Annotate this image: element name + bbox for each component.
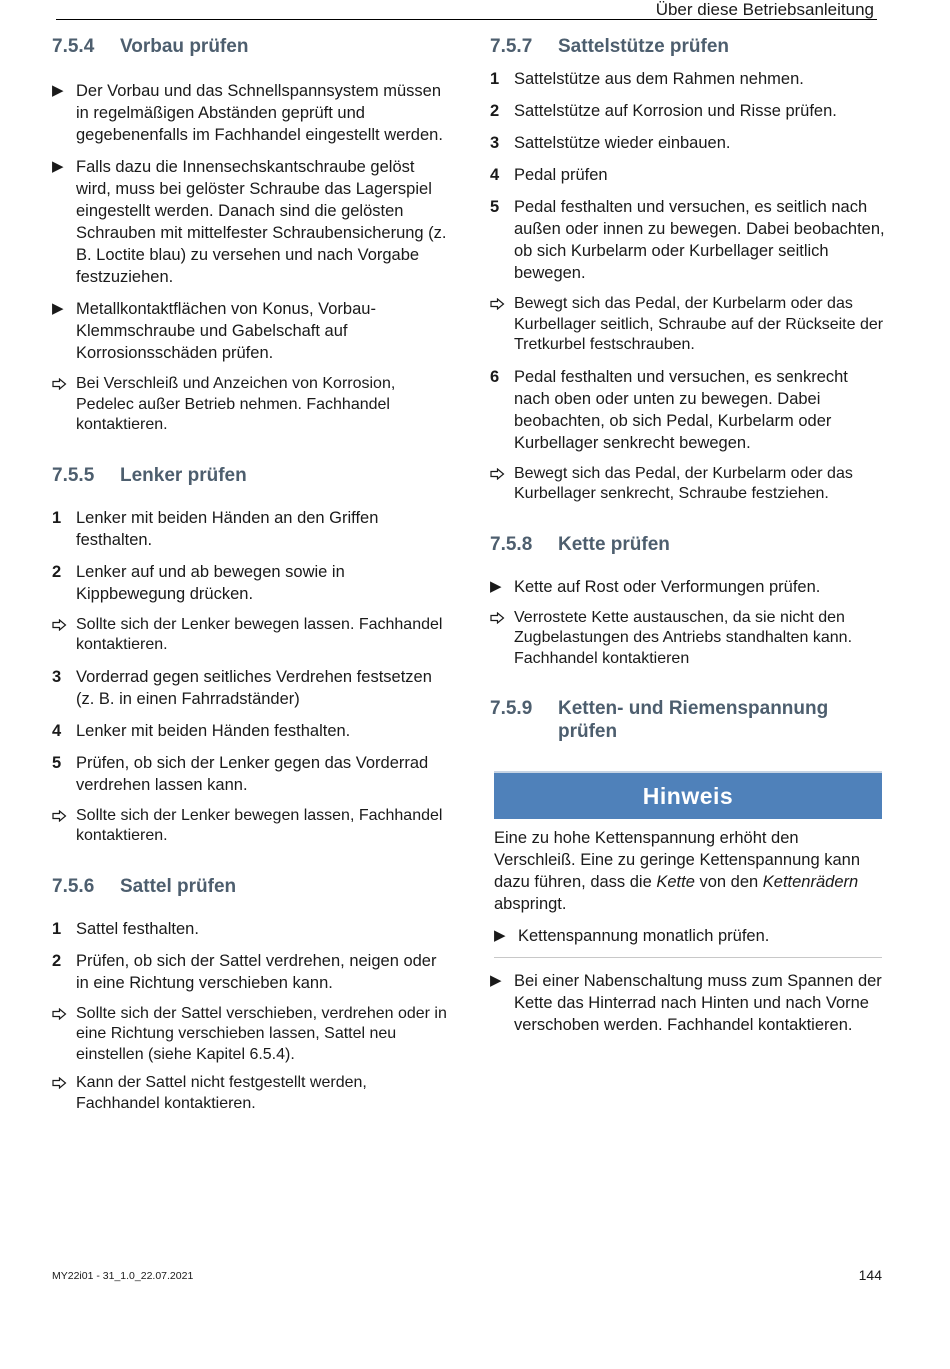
step-item: 6 Pedal festhalten und versuchen, es senkrecht nach oben oder unten zu bewegen. Dabei beobachten, ob sich Pedal, Kurbelarm oder Kurbellager senkrecht bewegen.	[490, 367, 848, 452]
result-item: Verrostete Kette austauschen, da sie nicht den Zugbelastungen des Antriebs standhalten kann. Fachhandel kontaktieren	[490, 608, 885, 670]
section-heading-7-5-9: 7.5.9 Ketten- und Riemenspannung prüfen	[490, 698, 829, 742]
result-arrow-icon	[52, 615, 76, 656]
list-item: ▶ Kettenspannung monatlich prüfen.	[494, 927, 770, 945]
page-number: 144	[858, 1267, 882, 1283]
section-heading-7-5-4: 7.5.4 Vorbau prüfen	[52, 36, 249, 57]
step-item: 3 Sattelstütze wieder einbauen.	[490, 134, 731, 152]
step-item: 2 Lenker auf und ab bewegen sowie in Kippbewegung drücken.	[52, 562, 345, 603]
result-arrow-icon	[490, 294, 514, 356]
result-arrow-icon	[52, 1073, 76, 1114]
triangle-bullet-icon: ▶	[490, 577, 502, 595]
result-item: Sollte sich der Lenker bewegen lassen. Fachhandel kontaktieren.	[52, 615, 447, 656]
result-item: Sollte sich der Sattel verschieben, verdrehen oder in eine Richtung verschieben lassen, Sattel neu einstellen (siehe Kapitel 6.5.4).	[52, 1004, 447, 1066]
result-arrow-icon	[52, 806, 76, 847]
result-arrow-icon	[52, 374, 76, 436]
list-item: ▶ Falls dazu die Innensechskantschraube gelöst wird, muss bei gelöster Schraube das Lagerspiel eingestellt werden. Danach sind die gelösten Schrauben mit mittelfester Schraubensicherung (z. B. Loctite blau) zu versehen und nach Vorgabe festzuziehen.	[52, 158, 447, 286]
result-item: Sollte sich der Lenker bewegen lassen, Fachhandel kontaktieren.	[52, 806, 447, 847]
step-item: 4 Lenker mit beiden Händen festhalten.	[52, 721, 351, 740]
triangle-bullet-icon: ▶	[494, 927, 506, 944]
section-heading-7-5-8: 7.5.8 Kette prüfen	[490, 533, 670, 555]
step-item: 5 Pedal festhalten und versuchen, es seitlich nach außen oder innen zu bewegen. Dabei beobachten, ob sich Kurbelarm oder Kurbellager seitlich bewegen.	[490, 198, 885, 282]
step-item: 3 Vorderrad gegen seitliches Verdrehen festsetzen (z. B. in einen Fahrradständer)	[52, 667, 432, 708]
triangle-bullet-icon: ▶	[52, 158, 64, 175]
list-item: ▶ Der Vorbau und das Schnellspannsystem müssen in regelmäßigen Abständen geprüft und gegebenenfalls im Fachhandel eingestellt werden.	[52, 82, 443, 144]
section-heading-7-5-7: 7.5.7 Sattelstütze prüfen	[490, 36, 730, 57]
note-banner: Hinweis	[494, 771, 882, 819]
note-bottom-rule	[494, 957, 882, 958]
header-rule	[56, 19, 877, 20]
right-column	[490, 33, 885, 1036]
step-item: 5 Prüfen, ob sich der Lenker gegen das Vorderrad verdrehen lassen kann.	[52, 753, 429, 794]
step-item: 1 Sattel festhalten.	[52, 919, 199, 938]
running-header: Über diese Betriebsanleitung	[655, 0, 874, 19]
footer-doc-id: MY22i01 - 31_1.0_22.07.2021	[52, 1270, 194, 1282]
left-column	[52, 33, 447, 1114]
list-item: ▶ Bei einer Nabenschaltung muss zum Spannen der Kette das Hinterrad nach Hinten und nach Vorne verschoben werden. Fachhandel kontaktieren.	[490, 972, 882, 1034]
section-heading-7-5-6: 7.5.6 Sattel prüfen	[52, 875, 237, 897]
triangle-bullet-icon: ▶	[52, 82, 64, 99]
result-arrow-icon	[490, 608, 514, 670]
result-item: Kann der Sattel nicht festgestellt werden, Fachhandel kontaktieren.	[52, 1073, 447, 1114]
step-item: 2 Prüfen, ob sich der Sattel verdrehen, neigen oder in eine Richtung verschieben kann.	[52, 951, 437, 992]
result-item: Bei Verschleiß und Anzeichen von Korrosion, Pedelec außer Betrieb nehmen. Fachhandel kontaktieren.	[52, 374, 447, 436]
step-item: 4 Pedal prüfen	[490, 166, 608, 184]
note-text: Eine zu hohe Kettenspannung erhöht den Verschleiß. Eine zu geringe Kettenspannung kann dazu führen, dass die Kette von den Kettenrädern abspringt.	[494, 829, 860, 913]
result-arrow-icon	[52, 1004, 76, 1066]
triangle-bullet-icon: ▶	[52, 300, 64, 317]
step-item: 2 Sattelstütze auf Korrosion und Risse prüfen.	[490, 102, 837, 120]
result-arrow-icon	[490, 464, 514, 505]
step-item: 1 Sattelstütze aus dem Rahmen nehmen.	[490, 70, 804, 88]
step-item: 1 Lenker mit beiden Händen an den Griffen festhalten.	[52, 508, 379, 549]
list-item: ▶ Kette auf Rost oder Verformungen prüfen.	[490, 577, 821, 596]
result-item: Bewegt sich das Pedal, der Kurbelarm oder das Kurbellager senkrecht, Schraube festziehen.	[490, 464, 885, 505]
result-item: Bewegt sich das Pedal, der Kurbelarm oder das Kurbellager seitlich, Schraube auf der Rückseite der Tretkurbel festschrauben.	[490, 294, 885, 356]
triangle-bullet-icon: ▶	[490, 972, 502, 989]
section-heading-7-5-5: 7.5.5 Lenker prüfen	[52, 464, 247, 486]
list-item: ▶ Metallkontaktflächen von Konus, Vorbau-Klemmschraube und Gabelschaft auf Korrosionsschäden prüfen.	[52, 300, 376, 362]
